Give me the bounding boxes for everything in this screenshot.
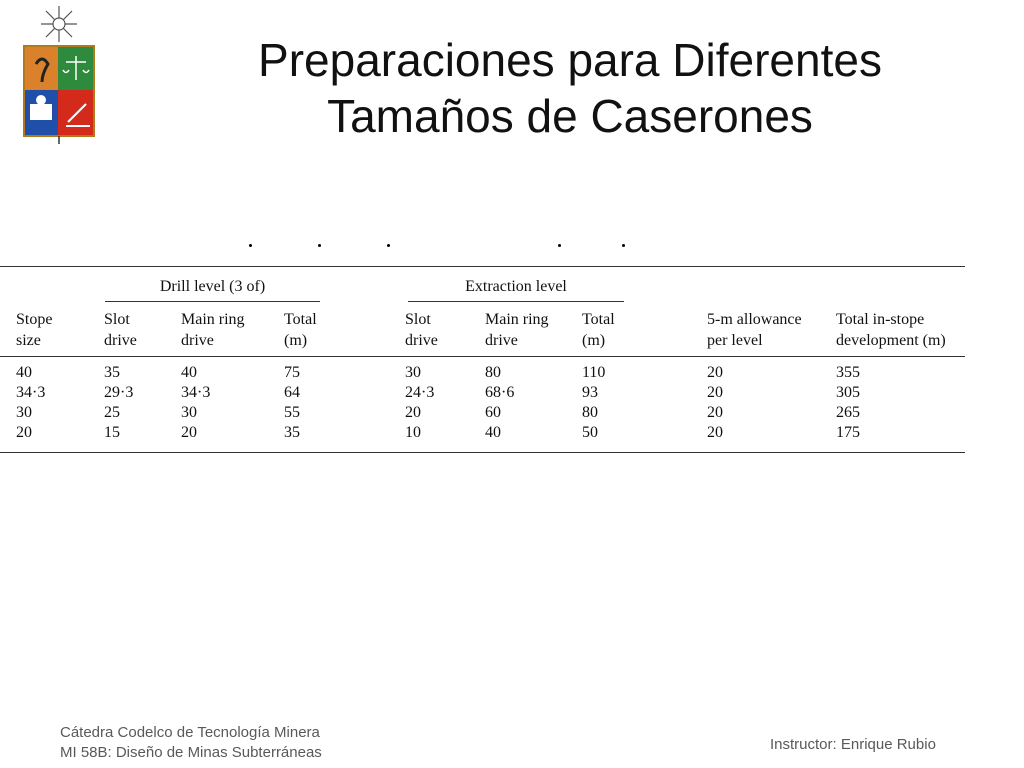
table-cell: 40 xyxy=(181,364,197,381)
column-header-line: Main ring xyxy=(181,311,245,328)
column-header-line: Slot xyxy=(104,311,130,328)
table-cell: 35 xyxy=(104,364,120,381)
table-cell: 15 xyxy=(104,424,120,441)
table-cell: 64 xyxy=(284,384,300,401)
slide-title xyxy=(150,32,990,144)
column-header-line: Total xyxy=(284,311,317,328)
university-coat-of-arms-icon xyxy=(18,4,100,144)
table-cell: 80 xyxy=(485,364,501,381)
table-cell: 25 xyxy=(104,404,120,421)
table-cell: 20 xyxy=(707,364,723,381)
table-cell: 29·3 xyxy=(104,384,134,401)
table-cell: 265 xyxy=(836,404,860,421)
table-cell: 68·6 xyxy=(485,384,515,401)
table-cell: 34·3 xyxy=(16,384,46,401)
star-emblem xyxy=(41,6,77,42)
table-cell: 355 xyxy=(836,364,860,381)
footer-course-info xyxy=(60,723,322,763)
column-header-line: Stope xyxy=(16,311,53,328)
table-cell: 20 xyxy=(405,404,421,421)
shield-quarter-top-left xyxy=(24,46,58,90)
table-cell: 20 xyxy=(181,424,197,441)
column-header-line: development (m) xyxy=(836,332,946,349)
table-cell: 80 xyxy=(582,404,598,421)
table-cell: 175 xyxy=(836,424,860,441)
column-header xyxy=(582,309,615,351)
header-bottom-rule xyxy=(0,356,965,357)
column-header-line: drive xyxy=(104,332,137,349)
table-top-rule xyxy=(0,266,965,267)
table-bottom-rule xyxy=(0,452,965,453)
table-cell: 60 xyxy=(485,404,501,421)
stope-development-table xyxy=(0,264,965,454)
table-cell: 20 xyxy=(16,424,32,441)
slide-title-line-2: Tamaños de Caserones xyxy=(327,90,813,142)
table-cell: 40 xyxy=(485,424,501,441)
column-header xyxy=(485,309,549,351)
table-cell: 40 xyxy=(16,364,32,381)
table-cell: 93 xyxy=(582,384,598,401)
table-cell: 24·3 xyxy=(405,384,435,401)
column-header-line: (m) xyxy=(284,332,308,349)
column-header xyxy=(104,309,137,351)
column-header xyxy=(181,309,245,351)
column-header-line: drive xyxy=(405,332,438,349)
footer-line-2: MI 58B: Diseño de Minas Subterráneas xyxy=(60,744,322,761)
group-rule-extraction-level xyxy=(408,301,624,302)
column-header-line: per level xyxy=(707,332,763,349)
table-cell: 75 xyxy=(284,364,300,381)
table-cell: 30 xyxy=(181,404,197,421)
footer-instructor: Instructor: Enrique Rubio xyxy=(770,736,936,753)
column-header xyxy=(707,309,802,351)
table-cell: 10 xyxy=(405,424,421,441)
column-header xyxy=(405,309,438,351)
table-cell: 305 xyxy=(836,384,860,401)
table-cell: 20 xyxy=(707,404,723,421)
column-header xyxy=(284,309,317,351)
column-header-line: 5-m allowance xyxy=(707,311,802,328)
column-header xyxy=(836,309,946,351)
group-header-drill-level: Drill level (3 of) xyxy=(159,278,266,295)
group-rule-drill-level xyxy=(105,301,320,302)
column-header-line: drive xyxy=(485,332,518,349)
table-cell: 20 xyxy=(707,424,723,441)
table-cell: 35 xyxy=(284,424,300,441)
column-header-line: size xyxy=(16,332,41,349)
column-header xyxy=(16,309,52,351)
column-header-line: Total xyxy=(582,311,615,328)
column-header-line: (m) xyxy=(582,332,606,349)
column-header-line: Main ring xyxy=(485,311,549,328)
table-cell: 110 xyxy=(582,364,606,381)
group-header-extraction-level: Extraction level xyxy=(465,278,567,295)
table-cell: 20 xyxy=(707,384,723,401)
cropped-caption-remnant xyxy=(150,238,650,256)
table-cell: 34·3 xyxy=(181,384,211,401)
table-cell: 30 xyxy=(405,364,421,381)
footer-line-1: Cátedra Codelco de Tecnología Minera xyxy=(60,724,320,741)
column-header-line: Slot xyxy=(405,311,431,328)
column-header-line: drive xyxy=(181,332,214,349)
column-header-line: Total in-stope xyxy=(836,311,925,328)
table-cell: 55 xyxy=(284,404,300,421)
slide-title-line-1: Preparaciones para Diferentes xyxy=(258,34,882,86)
table-cell: 50 xyxy=(582,424,598,441)
table-cell: 30 xyxy=(16,404,32,421)
